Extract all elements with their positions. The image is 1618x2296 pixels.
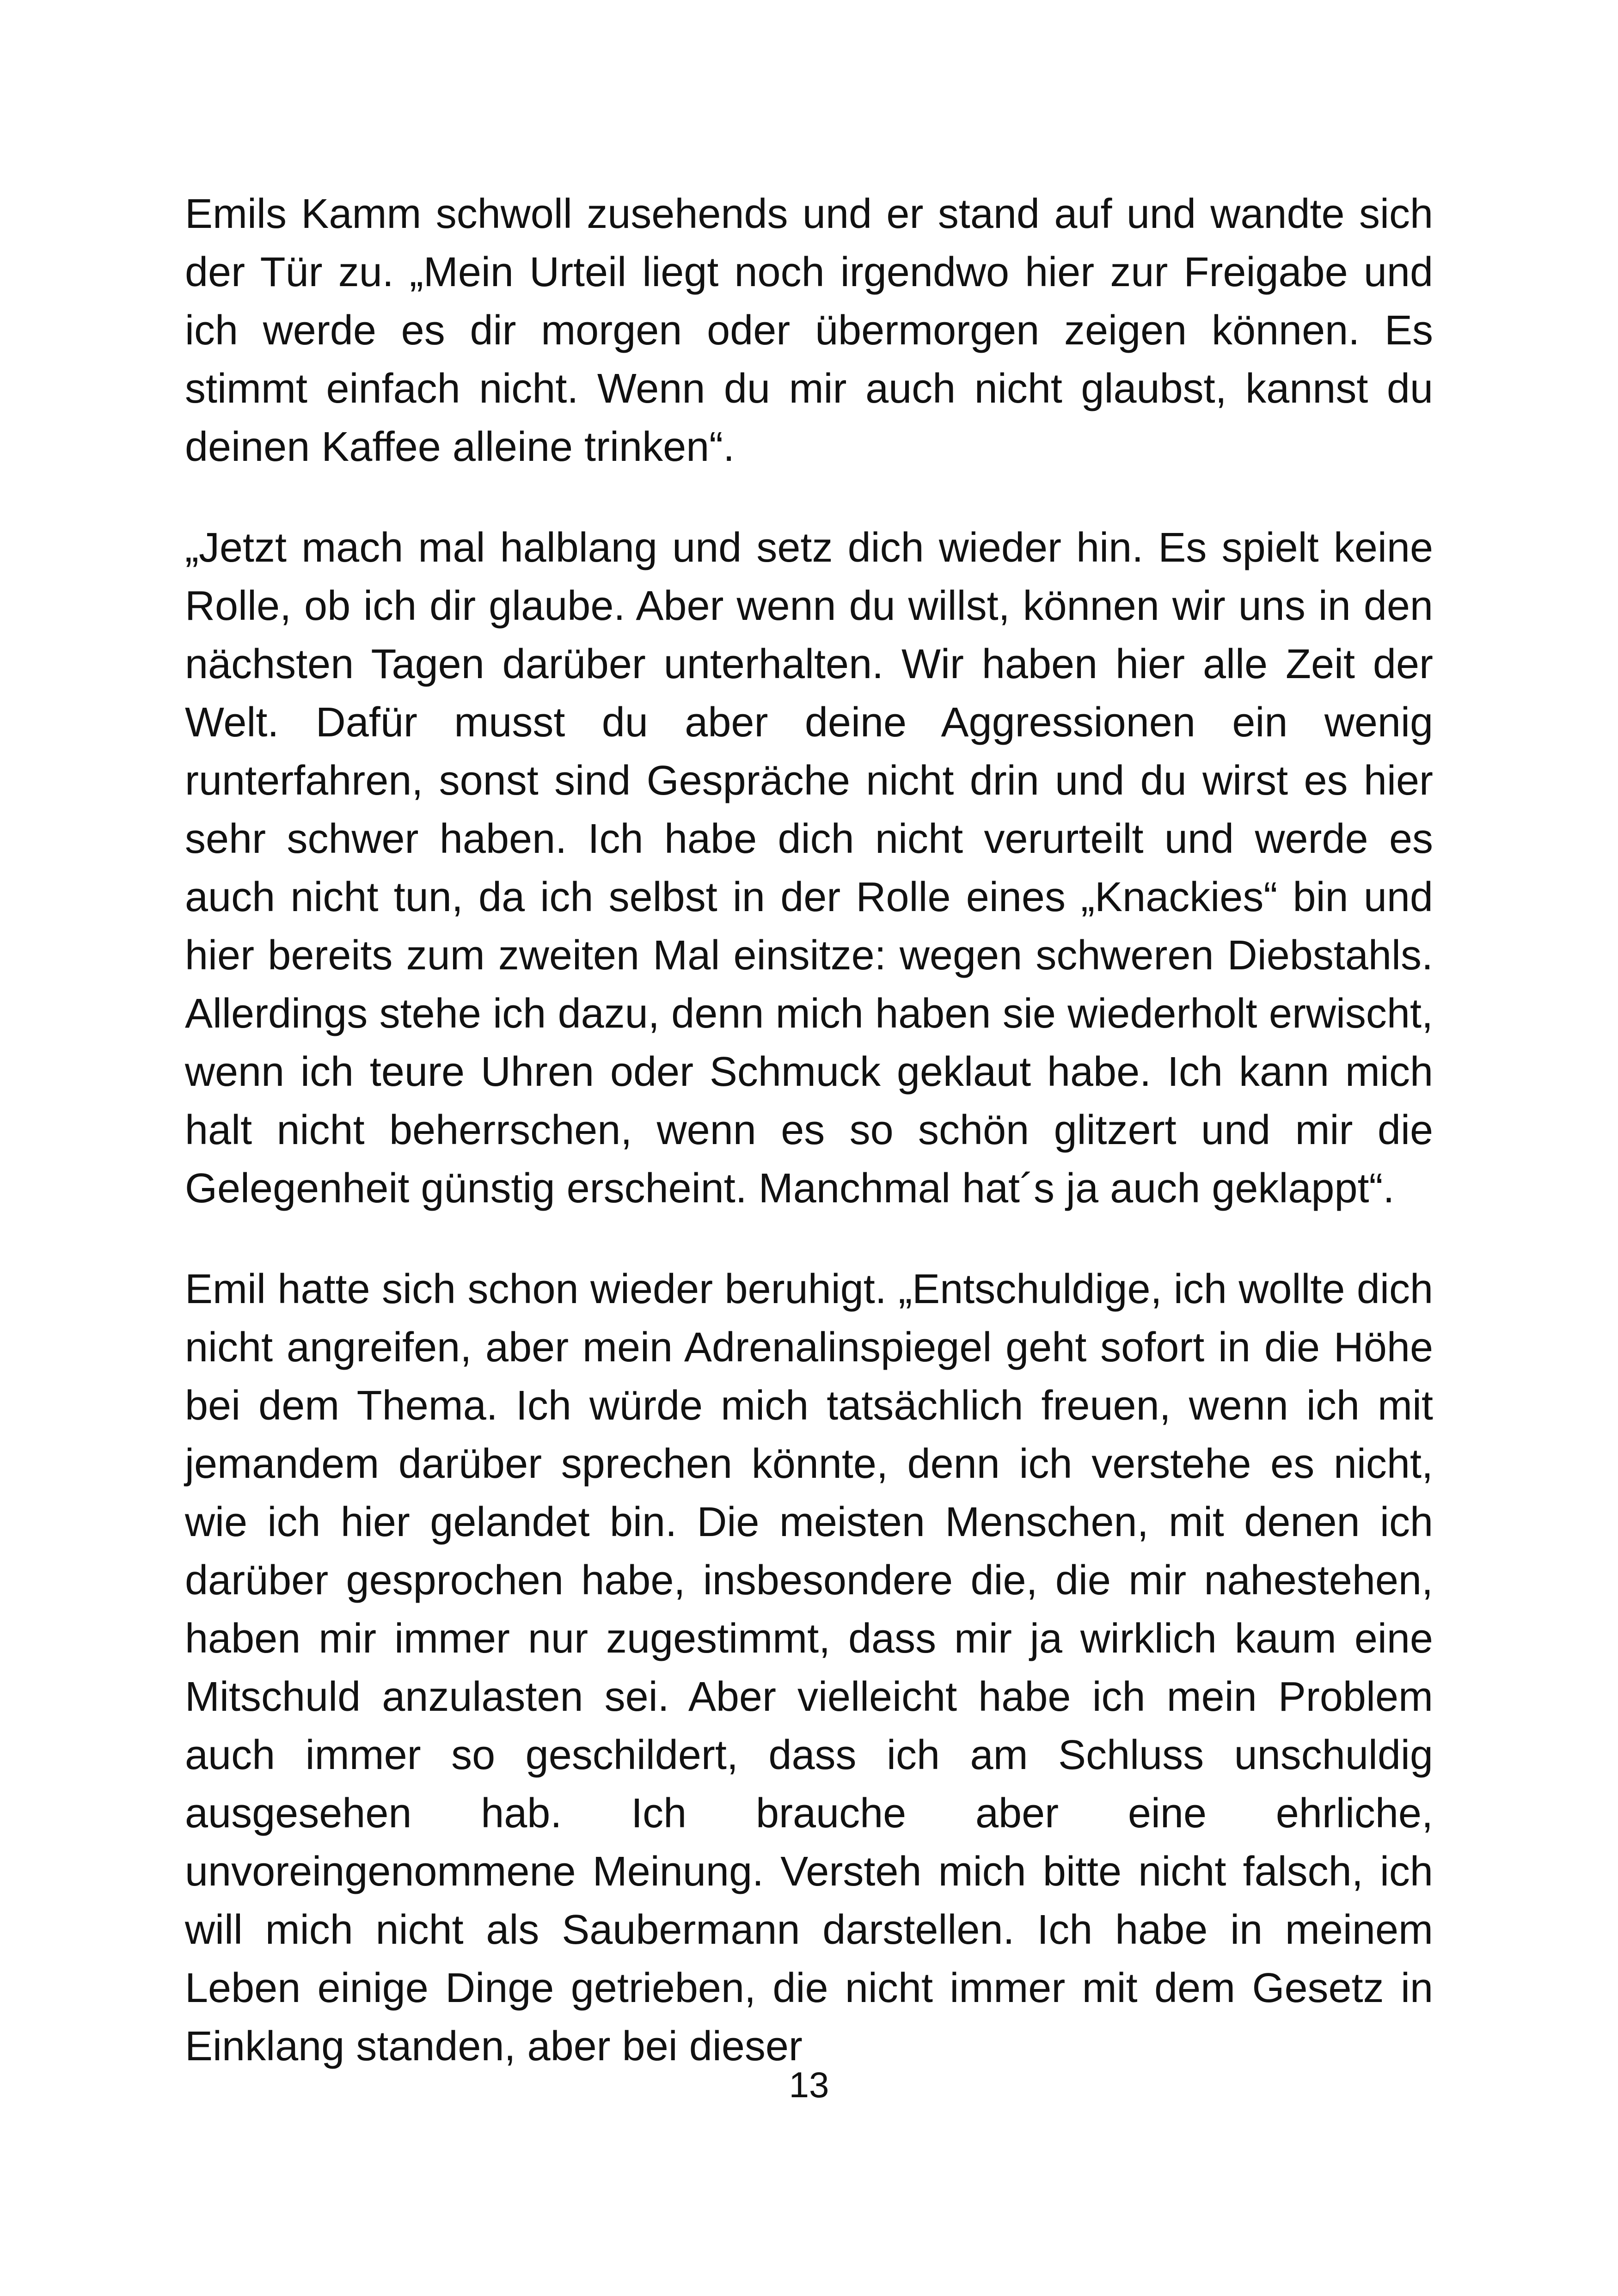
page-number: 13 <box>789 2064 829 2105</box>
paragraph-2: „Jetzt mach mal halblang und setz dich wieder hin. Es spielt keine Rolle, ob ich dir glaube. Aber wenn du willst, können wir uns in den nächsten Tagen darüber unterhalten. Wir haben hier alle Zeit der Welt. Dafür musst du aber deine Aggressionen ein wenig runterfahren, sonst sind Gespräche nicht drin und du wirst es hier sehr schwer haben. Ich habe dich nicht verurteilt und werde es auch nicht tun, da ich selbst in der Rolle eines „Knackies“ bin und hier bereits zum zweiten Mal einsitze: wegen schweren Diebstahls. Allerdings stehe ich dazu, denn mich haben sie wiederholt erwischt, wenn ich teure Uhren oder Schmuck geklaut habe. Ich kann mich halt nicht beherrschen, wenn es so schön glitzert und mir die Gelegenheit günstig erscheint. Manchmal hat´s ja auch geklappt“. <box>185 525 1433 1212</box>
paragraph-1: Emils Kamm schwoll zusehends und er stand auf und wandte sich der Tür zu. „Mein Urteil liegt noch irgendwo hier zur Freigabe und ich werde es dir morgen oder übermorgen zeigen können. Es stimmt einfach nicht. Wenn du mir auch nicht glaubst, kannst du deinen Kaffee alleine trinken“. <box>185 191 1433 470</box>
paragraph-3: Emil hatte sich schon wieder beruhigt. „Entschuldige, ich wollte dich nicht angreifen, aber mein Adrenalinspiegel geht sofort in die Höhe bei dem Thema. Ich würde mich tatsächlich freuen, wenn ich mit jemandem darüber sprechen könnte, denn ich verstehe es nicht, wie ich hier gelandet bin. Die meisten Menschen, mit denen ich darüber gesprochen habe, insbesondere die, die mir nahestehen, haben mir immer nur zugestimmt, dass mir ja wirklich kaum eine Mitschuld anzulasten sei. Aber vielleicht habe ich mein Problem auch immer so geschildert, dass ich am Schluss unschuldig ausgesehen hab. Ich brauche aber eine ehrliche, unvoreingenommene Meinung. Versteh mich bitte nicht falsch, ich will mich nicht als Saubermann darstellen. Ich habe in meinem Leben einige Dinge getrieben, die nicht immer mit dem Gesetz in Einklang standen, aber bei dieser <box>185 1266 1433 2069</box>
book-page <box>185 185 1433 2103</box>
